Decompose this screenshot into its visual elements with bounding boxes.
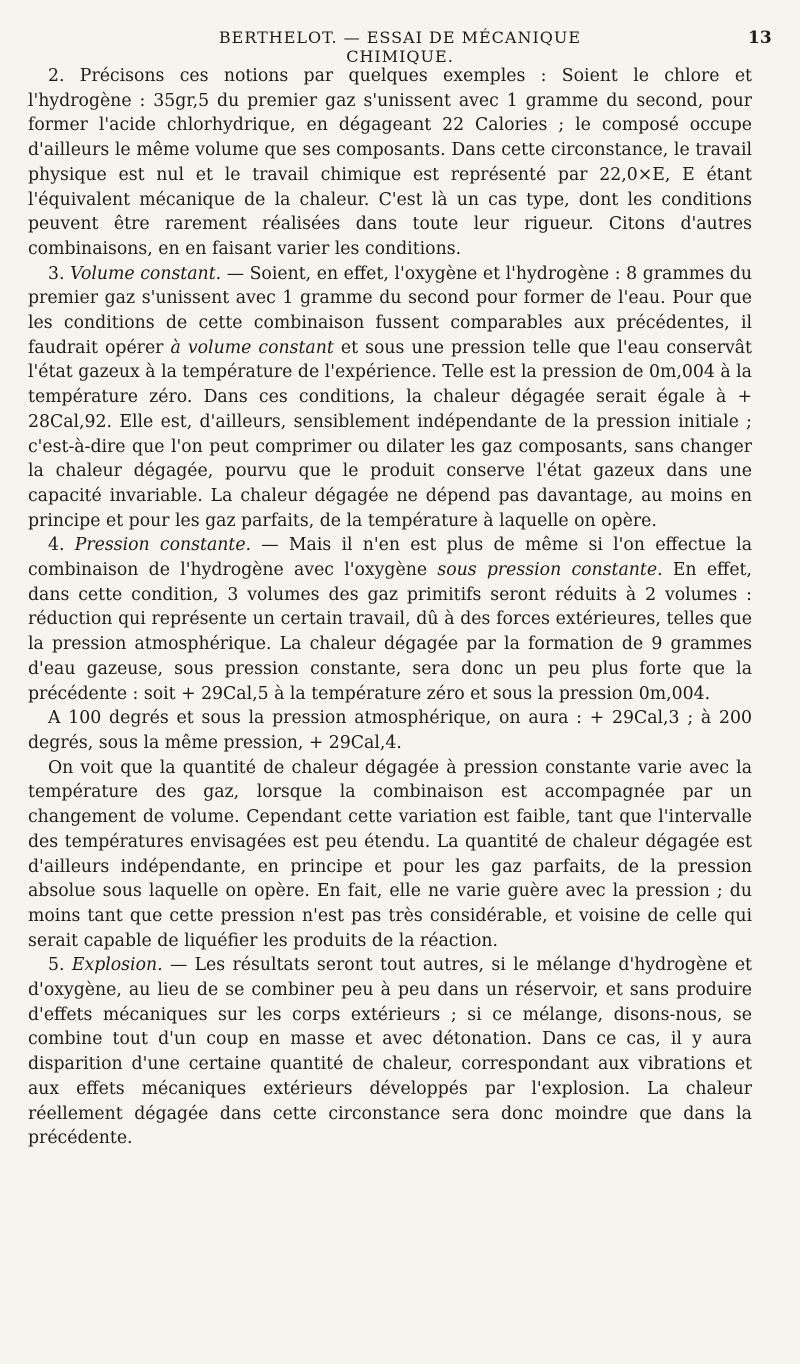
paragraph-4c: On voit que la quantité de chaleur dégagée à pression constante varie avec la température des gaz, lorsque la combinaison est accompagnée par un changement de volume. Cependant cette variation est faible, tant que l'intervalle des températures envisagées est peu étendu. La quantité de chaleur dégagée est d'ailleurs indépendante, en principe et pour les gaz parfaits, de la pression absolue sous laquelle on opère. En fait, elle ne varie guère avec la pression ; du moins tant que cette pression n'est pas très considérable, et voisine de celle qui serait capable de liquéfier les produits de la réaction.: [28, 757, 752, 951]
paragraph-2: 2. Précisons ces notions par quelques exemples : Soient le chlore et l'hydrogène : 35gr,5 du premier gaz s'unissent avec 1 gramme du second, pour former l'acide chlorhydrique, en dégageant 22 Calories ; le composé occupe d'ailleurs le même volume que ses composants. Dans cette circonstance, le travail physique est nul et le travail chimique est représenté par 22,0×E, E étant l'équivalent mécanique de la chaleur. C'est là un cas type, dont les conditions peuvent être rarement réalisées dans toute leur rigueur. Citons d'autres combinaisons, en en faisant varier les conditions.: [28, 66, 752, 259]
paragraph-5: [28, 953, 752, 1151]
emphasis: sous pression constante: [437, 560, 658, 581]
body-text: [28, 64, 752, 1151]
section-number: 5.: [48, 955, 72, 976]
paragraph-text: — Mais il n'en est plus de même si l'on effectue la combinaison de l'hydrogène avec l'oxygène: [28, 535, 752, 581]
section-number: 4.: [48, 535, 75, 556]
paragraph-4b: A 100 degrés et sous la pression atmosphérique, on aura : + 29Cal,3 ; à 200 degrés, sous la même pression, + 29Cal,4.: [28, 708, 752, 753]
paragraph-text: — Soient, en effet, l'oxygène et l'hydrogène : 8 grammes du premier gaz s'unissent avec 1 gramme du second pour former de l'eau. Pour que les conditions de cette combinaison fussent comparables aux précédentes, il faudrait opérer: [28, 263, 752, 358]
section-number: 3.: [48, 263, 71, 284]
page-number: 13: [748, 28, 772, 48]
emphasis: à volume constant: [170, 337, 334, 358]
paragraph-4: [28, 533, 752, 706]
paragraph-text: . En effet, dans cette condition, 3 volumes des gaz primitifs seront réduits à 2 volumes : réduction qui représente un certain travail, dû à des forces extérieures, telles que la pression atmosphérique. La chaleur dégagée par la formation de 9 grammes d'eau gazeuse, sous pression constante, sera donc un peu plus forte que la précédente : soit + 29Cal,5 à la température zéro et sous la pression 0m,004.: [28, 560, 752, 704]
paragraph-text: et sous une pression telle que l'eau conservât l'état gazeux à la température de l'expérience. Telle est la pression de 0m,004 à la température zéro. Dans ces conditions, la chaleur dégagée serait égale à + 28Cal,92. Elle est, d'ailleurs, sensiblement indépendante de la pression initiale ; c'est-à-dire que l'on peut comprimer ou dilater les gaz composants, sans changer la chaleur dégagée, pourvu que le produit conserve l'état gazeux dans une capacité invariable. La chaleur dégagée ne dépend pas davantage, au moins en principe et pour les gaz parfaits, de la température à laquelle on opère.: [28, 337, 752, 531]
running-header: BERTHELOT. — ESSAI DE MÉCANIQUE CHIMIQUE.: [218, 28, 582, 66]
paragraph-text: — Les résultats seront tout autres, si le mélange d'hydrogène et d'oxygène, au lieu de se combiner peu à peu dans un réservoir, et sans produire d'effets mécaniques sur les corps extérieurs ; si ce mélange, disons-nous, se combine tout d'un coup en masse et avec détonation. Dans ce cas, il y aura disparition d'une certaine quantité de chaleur, correspondant aux vibrations et aux effets mécaniques extérieurs développés par l'explosion. La chaleur réellement dégagée dans cette circonstance sera donc moindre que dans la précédente.: [28, 955, 752, 1149]
section-title: Explosion.: [71, 955, 163, 976]
section-title: Pression constante.: [74, 535, 252, 556]
section-title: Volume constant.: [70, 263, 222, 284]
paragraph-3: [28, 262, 752, 534]
